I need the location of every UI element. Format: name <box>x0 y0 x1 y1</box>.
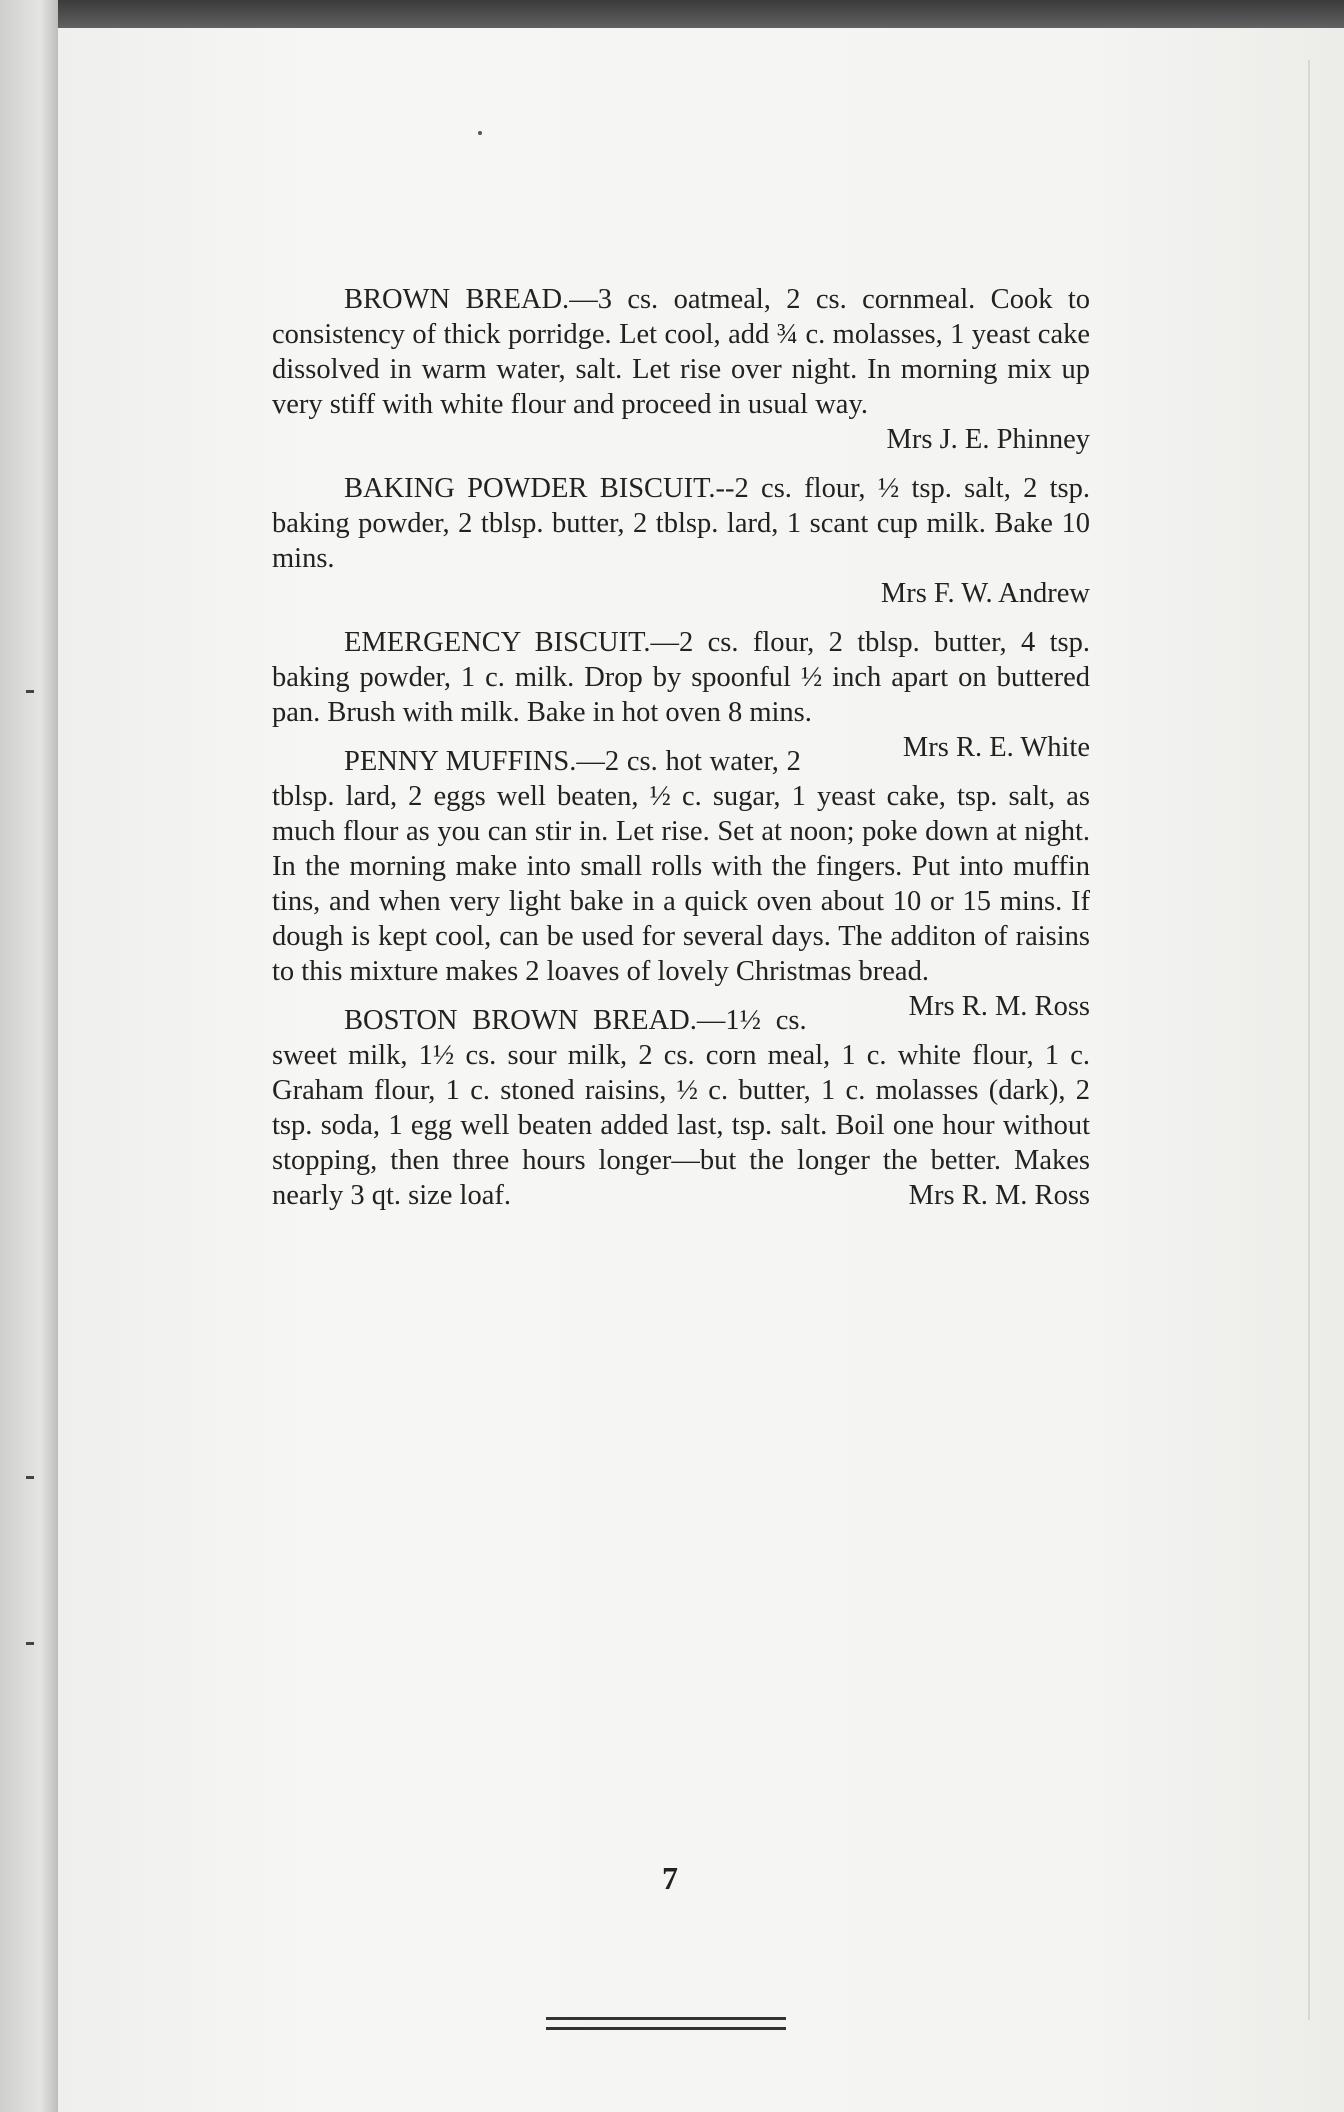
binding-tick <box>26 1476 34 1479</box>
recipe-author: Mrs F. W. Andrew <box>880 578 1090 609</box>
divider-line <box>546 2027 786 2030</box>
divider-line <box>546 2017 786 2020</box>
binding-tick <box>26 690 34 693</box>
binding-margin <box>0 0 58 2112</box>
recipe-title: BOSTON BROWN BREAD. <box>344 1005 697 1036</box>
recipe-baking-powder-biscuit <box>272 471 1090 611</box>
recipe-text: —1½ cs. sweet milk, 1½ cs. sour milk, 2 cs. corn meal, 1 c. white flour, 1 c. Graham flour, 1 c. stoned raisins, ½ c. butter, 1 c. molasses (dark), 2 tsp. soda, 1 egg well beaten added last, tsp. salt. Boil one hour without stopping, then three hours longer—but the longer the better. Makes nearly 3 qt. size loaf. <box>272 1005 1090 1211</box>
recipe-text: —2 cs. flour, 2 tblsp. butter, 4 tsp. baking powder, 1 c. milk. Drop by spoonful ½ inch apart on buttered pan. Brush with milk. Bake in hot oven 8 mins. <box>272 627 1090 728</box>
page-edge <box>1308 60 1310 2020</box>
recipe-title: BAKING POWDER BISCUIT. <box>344 473 716 504</box>
recipe-author: Mrs R. M. Ross <box>908 991 1090 1022</box>
recipe-brown-bread <box>272 282 1090 457</box>
recipe-title: BROWN BREAD. <box>344 284 570 315</box>
recipe-title: PENNY MUFFINS. <box>344 746 577 777</box>
dust-speck <box>478 131 482 135</box>
recipe-author: Mrs J. E. Phinney <box>886 424 1090 455</box>
recipe-author: Mrs R. E. White <box>902 732 1090 763</box>
recipe-text: —3 cs. oatmeal, 2 cs. cornmeal. Cook to consistency of thick porridge. Let cool, add ¾ c. molasses, 1 yeast cake dissolved in warm water, salt. Let rise over night. In morning mix up very stiff with white flour and proceed in usual way. <box>272 284 1090 420</box>
recipe-text: —2 cs. hot water, 2 tblsp. lard, 2 eggs well beaten, ½ c. sugar, 1 yeast cake, tsp. salt, as much flour as you can stir in. Let rise. Set at noon; poke down at night. In the morning make into small rolls with the fingers. Put into muffin tins, and when very light bake in a quick oven about 10 or 15 mins. If dough is kept cool, can be used for several days. The additon of raisins to this mixture makes 2 loaves of lovely Christmas bread. <box>272 746 1090 987</box>
double-rule-divider <box>546 2017 786 2035</box>
binding-tick <box>26 1642 34 1645</box>
recipe-list <box>272 282 1090 1213</box>
recipe-title: EMERGENCY BISCUIT. <box>344 627 651 658</box>
page-number: 7 <box>662 1860 678 1896</box>
recipe-text: --2 cs. flour, ½ tsp. salt, 2 tsp. baking powder, 2 tblsp. butter, 2 tblsp. lard, 1 scant cup milk. Bake 10 mins. <box>272 473 1090 574</box>
recipe-author: Mrs R. M. Ross <box>908 1180 1090 1211</box>
recipe-boston-brown-bread <box>272 1003 1090 1213</box>
